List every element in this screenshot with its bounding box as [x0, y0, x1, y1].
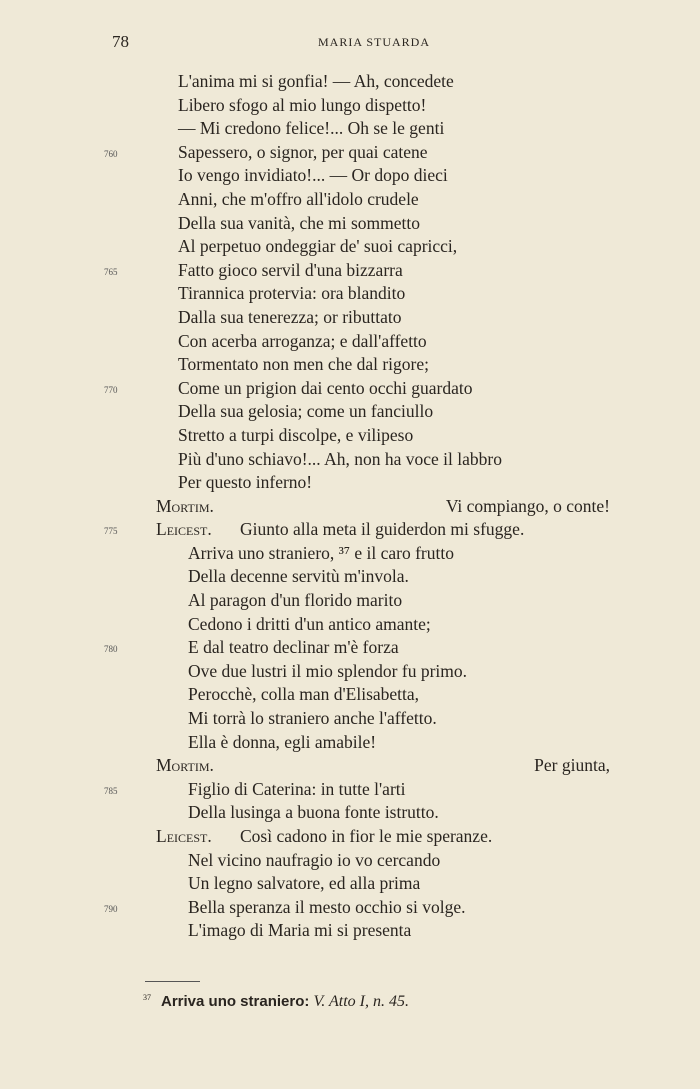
verse-text: Sapessero, o signor, per quai catene [178, 141, 428, 162]
verse-line [0, 330, 700, 354]
verse-text: Della sua vanità, che mi sommetto [178, 212, 421, 233]
line-number: 775 [104, 526, 118, 537]
verse-line [0, 94, 700, 118]
footnote-colon: : [304, 993, 314, 1010]
speaker-name: Mortim. [156, 495, 214, 516]
verse-line [0, 636, 700, 660]
verse-line [0, 353, 700, 377]
speaker-name: Leicest. [156, 519, 212, 540]
verse-line [0, 282, 700, 306]
verse-text: Perocchè, colla man d'Elisabetta, [188, 684, 420, 705]
verse-line [0, 849, 700, 873]
verse-text: Mi torrà lo straniero anche l'affetto. [188, 708, 437, 729]
line-number: 785 [104, 785, 118, 796]
verse-text: Arriva uno straniero, ³⁷ e il caro frutto [188, 542, 454, 563]
verse-text: Al perpetuo ondeggiar de' suoi capricci, [178, 236, 458, 257]
line-number: 780 [104, 644, 118, 655]
verse-line [0, 707, 700, 731]
line-number: 765 [104, 266, 118, 277]
verse-line [0, 117, 700, 141]
verse-line [0, 542, 700, 566]
footnote-rule [145, 981, 200, 982]
verse-line [0, 754, 700, 778]
verse-line [0, 919, 700, 943]
verse-text: Della decenne servitù m'invola. [188, 566, 409, 587]
verse-text: Libero sfogo al mio lungo dispetto! [178, 94, 427, 115]
verse-text: Così cadono in fior le mie speranze. [240, 826, 493, 846]
running-title: MARIA STUARDA [318, 35, 431, 49]
verse-text: Dalla sua tenerezza; or ributtato [178, 306, 402, 327]
speaker-name: Mortim. [156, 755, 214, 776]
verse-text: E dal teatro declinar m'è forza [188, 637, 399, 658]
verse-line [0, 660, 700, 684]
footnote-reference: V. Atto I, n. 45. [313, 993, 409, 1010]
verse-text: Stretto a turpi discolpe, e vilipeso [178, 424, 414, 445]
verse-text-right: Per giunta, [534, 755, 610, 776]
verse-line [0, 518, 700, 542]
line-number: 790 [104, 903, 118, 914]
verse-line [0, 896, 700, 920]
verse-text: Tormentato non men che dal rigore; [178, 354, 429, 375]
line-number: 770 [104, 384, 118, 395]
verse-text: Come un prigion dai cento occhi guardato [178, 377, 473, 398]
verse-line [0, 683, 700, 707]
verse-text-right: Vi compiango, o conte! [445, 495, 610, 516]
verse-text: L'imago di Maria mi si presenta [188, 920, 412, 941]
footnote-phrase: Arriva uno straniero [161, 993, 305, 1010]
verse-line [0, 70, 700, 94]
verse-text: Per questo inferno! [178, 472, 313, 493]
verse-line [0, 235, 700, 259]
verse-text: — Mi credono felice!... Oh se le genti [178, 118, 445, 139]
verse-line [0, 448, 700, 472]
verse-text: Con acerba arroganza; e dall'affetto [178, 330, 427, 351]
page-number: 78 [112, 32, 129, 51]
verse-line [0, 613, 700, 637]
speaker-name: Leicest. [156, 826, 212, 846]
verse-text: Nel vicino naufragio io vo cercando [188, 849, 441, 870]
verse-line [0, 872, 700, 896]
line-number: 760 [104, 148, 118, 159]
verse-line [0, 495, 700, 519]
footnote-marker: 37 [143, 993, 151, 1002]
verse-text: L'anima mi si gonfia! — Ah, concedete [178, 71, 454, 91]
verse-text: Tirannica protervia: ora blandito [178, 283, 406, 304]
verse-text: Al paragon d'un florido marito [188, 590, 403, 611]
verse-line [0, 306, 700, 330]
verse-line [0, 164, 700, 188]
verse-line [0, 801, 700, 825]
verse-line [0, 400, 700, 424]
verse-line [0, 471, 700, 495]
verse-line [0, 212, 700, 236]
verse-text: Io vengo invidiato!... — Or dopo dieci [178, 165, 448, 186]
verse-text: Più d'uno schiavo!... Ah, non ha voce il labbro [178, 448, 502, 469]
verse-text: Fatto gioco servil d'una bizzarra [178, 259, 403, 280]
verse-text: Un legno salvatore, ed alla prima [188, 873, 421, 894]
verse-line [0, 778, 700, 802]
verse-line [0, 424, 700, 448]
verse-line [0, 565, 700, 589]
verse-text: Della sua gelosia; come un fanciullo [178, 401, 434, 422]
verse-text: Cedono i dritti d'un antico amante; [188, 613, 431, 634]
verse-text: Anni, che m'offro all'idolo crudele [178, 188, 419, 209]
verse-body [0, 70, 700, 943]
verse-text: Giunto alla meta il guiderdon mi sfugge. [240, 519, 525, 540]
verse-text: Figlio di Caterina: in tutte l'arti [188, 778, 406, 799]
verse-text: Ella è donna, egli amabile! [188, 731, 377, 752]
verse-line [0, 589, 700, 613]
footnote [143, 993, 409, 1011]
verse-line [0, 731, 700, 755]
verse-line [0, 377, 700, 401]
verse-line [0, 141, 700, 165]
verse-text: Della lusinga a buona fonte istrutto. [188, 802, 439, 823]
verse-line [0, 259, 700, 283]
verse-text: Ove due lustri il mio splendor fu primo. [188, 660, 467, 681]
verse-line [0, 825, 700, 849]
verse-text: Bella speranza il mesto occhio si volge. [188, 896, 466, 917]
verse-line [0, 188, 700, 212]
